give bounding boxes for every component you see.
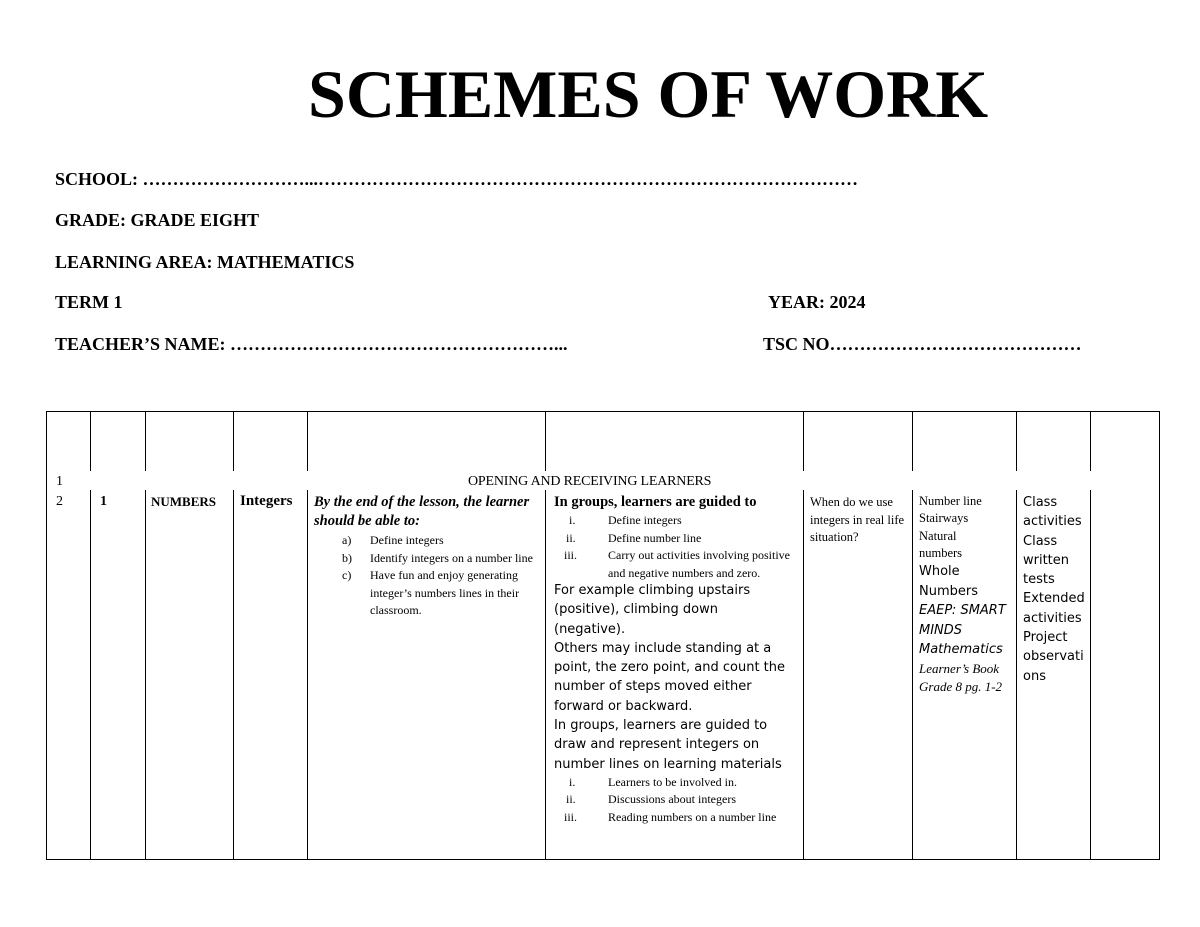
row2-key-inquiry-question: When do we use integers in real life situation? <box>810 495 905 544</box>
experience-text: Define number line <box>608 530 702 545</box>
experiences-paragraph-1: For example climbing upstairs (positive), climbing down (negative). <box>554 583 751 637</box>
experiences-list-1 <box>554 512 800 582</box>
list-item <box>314 567 546 620</box>
col-line <box>233 411 234 471</box>
outcomes-intro: By the end of the lesson, the learner should be able to: <box>314 494 530 529</box>
col-line <box>145 490 146 860</box>
outcome-text: Identify integers on a number line <box>370 550 533 565</box>
school-field: SCHOOL: ………………………...……………………………………………………………………………… <box>55 169 859 189</box>
list-marker: i. <box>569 774 576 789</box>
page-title: SCHEMES OF WORK <box>308 56 989 132</box>
row2-learning-outcomes <box>314 493 546 620</box>
outcome-text: Have fun and enjoy generating integer’s numbers lines in their classroom. <box>370 568 520 617</box>
row2-assessment: Class activities Class written tests Extended activities Project observati ons <box>1023 495 1085 684</box>
col-line <box>912 411 913 471</box>
grade-field: GRADE: GRADE EIGHT <box>55 210 260 230</box>
col-line <box>803 411 804 471</box>
list-marker: i. <box>569 513 576 527</box>
table-border-right <box>1159 411 1160 860</box>
col-line <box>145 411 146 471</box>
list-marker: iii. <box>564 548 578 562</box>
experience-text: Define integers <box>608 513 682 527</box>
tsc-number-field: TSC NO…………………………………… <box>763 334 1082 354</box>
list-marker: b) <box>342 550 352 565</box>
table-border-bottom <box>46 859 1160 860</box>
col-line <box>90 411 91 471</box>
col-line <box>545 411 546 471</box>
resources-book: Learner’s Book Grade 8 pg. 1-2 <box>919 660 1003 694</box>
row2-learning-resources <box>919 493 1017 696</box>
experiences-paragraph-2: Others may include standing at a point, the zero point, and count the number of steps moved either forward or backward. <box>554 640 786 714</box>
experience-text: Reading numbers on a number line <box>608 809 777 824</box>
experience-text: Learners to be involved in. <box>608 774 737 789</box>
year-field: YEAR: 2024 <box>768 292 866 312</box>
list-marker: a) <box>342 533 352 547</box>
table-border-top <box>46 411 1160 412</box>
row1-week: 1 <box>56 474 63 489</box>
experience-text: Carry out activities involving positive and negative numbers and zero. <box>608 548 790 580</box>
col-line <box>912 490 913 860</box>
outcomes-list <box>314 532 546 620</box>
list-marker: c) <box>342 568 352 582</box>
row2-learning-experiences <box>554 493 800 826</box>
list-item <box>554 512 800 530</box>
list-item <box>554 791 800 809</box>
experiences-paragraph-3: In groups, learners are guided to draw and represent integers on number lines on learning materials <box>554 718 782 772</box>
resources-publisher: EAEP: SMART MINDS Mathematics <box>919 603 1006 658</box>
row2-lesson: 1 <box>100 494 107 509</box>
row2-strand: NUMBERS <box>151 494 217 509</box>
list-item <box>314 532 546 550</box>
experiences-intro: In groups, learners are guided to <box>554 494 757 510</box>
resources-sans: Whole Numbers <box>919 564 978 599</box>
col-line <box>90 490 91 860</box>
list-item <box>554 547 800 582</box>
experiences-list-2 <box>554 774 800 827</box>
outcome-text: Define integers <box>370 533 444 547</box>
col-line <box>1090 411 1091 471</box>
list-item <box>554 774 800 792</box>
table-border-left <box>46 411 47 860</box>
term-field: TERM 1 <box>55 292 123 312</box>
list-marker: ii. <box>566 792 576 807</box>
list-item <box>554 530 800 548</box>
col-line <box>307 490 308 860</box>
col-line <box>233 490 234 860</box>
row2-week: 2 <box>56 494 63 509</box>
list-item <box>554 809 800 827</box>
col-line <box>1090 490 1091 860</box>
teacher-name-field: TEACHER’S NAME: ………………………………………………... <box>55 334 568 354</box>
list-item <box>314 550 542 568</box>
list-marker: iii. <box>564 809 578 824</box>
learning-area-field: LEARNING AREA: MATHEMATICS <box>55 252 355 272</box>
col-line <box>1016 411 1017 471</box>
col-line <box>307 411 308 471</box>
row2-sub-strand: Integers <box>240 493 293 509</box>
resources-plain: Number line Stairways Natural numbers <box>919 494 982 560</box>
row1-opening-label: OPENING AND RECEIVING LEARNERS <box>468 474 712 489</box>
experience-text: Discussions about integers <box>608 792 736 807</box>
list-marker: ii. <box>566 530 576 545</box>
col-line <box>803 490 804 860</box>
